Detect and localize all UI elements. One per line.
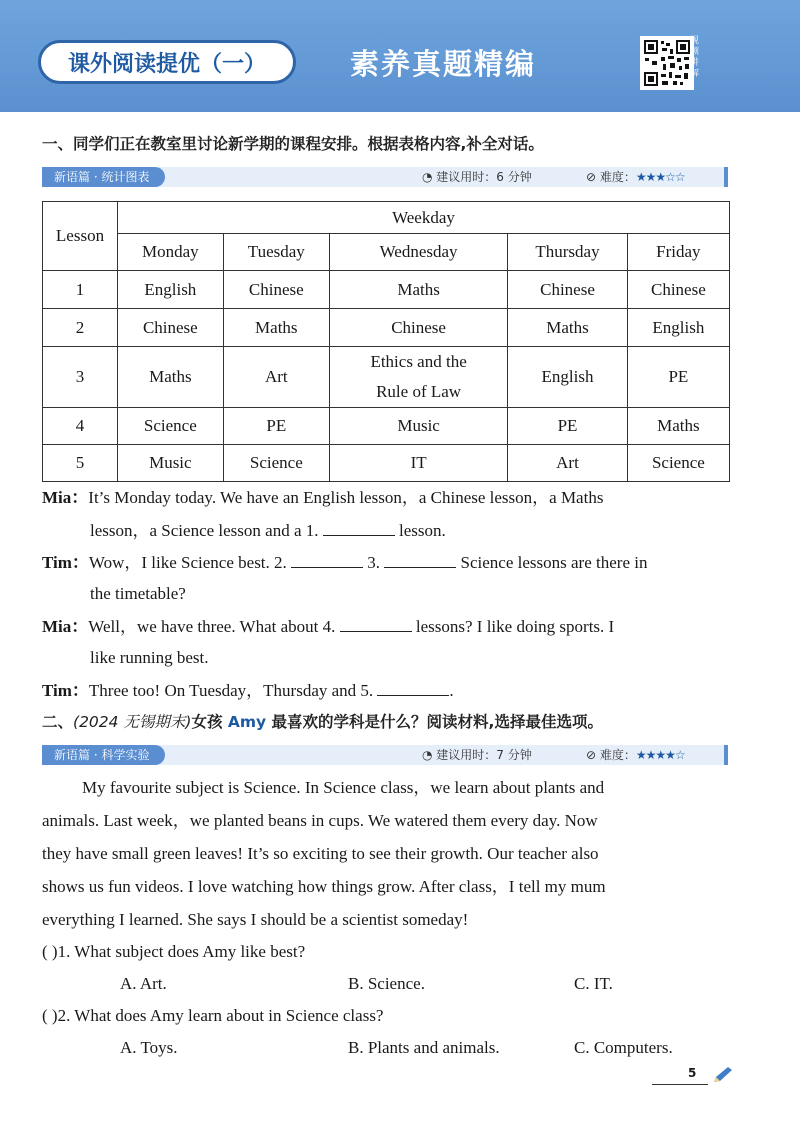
clock-icon: ◔ [422, 170, 437, 184]
dialogue-line [90, 583, 186, 605]
table-cell: Science [118, 408, 224, 445]
table-cell [329, 347, 507, 408]
dialogue-text: 3. [367, 553, 381, 572]
qr-code-icon[interactable] [640, 36, 694, 90]
section2-stars: ★★★★☆ [635, 748, 685, 762]
page-number: 5 [688, 1066, 697, 1080]
weekday-header: Weekday [118, 202, 730, 234]
dialogue-line [42, 679, 454, 702]
table-cell: PE [508, 408, 628, 445]
table-cell: Art [508, 445, 628, 482]
table-cell: Science [627, 445, 729, 482]
timetable [42, 201, 730, 482]
table-row [43, 408, 730, 445]
section1-stars: ★★★☆☆ [635, 170, 685, 184]
dialogue-text: . [449, 681, 454, 700]
table-cell: PE [627, 347, 729, 408]
table-cell: Maths [118, 347, 224, 408]
option-c[interactable]: C. Computers. [574, 1038, 673, 1057]
lesson-number: 1 [43, 271, 118, 309]
section2-difficulty [586, 745, 685, 765]
page-title: 素养真题精编 [350, 47, 537, 81]
table-cell: Chinese [118, 309, 224, 347]
section2-time [422, 745, 532, 765]
section2-difficulty-label: 难度： [599, 748, 636, 762]
info-bar-end [724, 745, 728, 765]
question-text: 1. What subject does Amy like best? [57, 942, 306, 961]
dialogue-line [42, 551, 647, 574]
ethics-line-1: Ethics and the [370, 352, 467, 371]
ethics-line-2: Rule of Law [376, 382, 462, 401]
passage-line: My favourite subject is Science. In Science class，we learn about plants and [82, 778, 605, 797]
table-cell: Music [329, 408, 507, 445]
dialogue-text: lesson，a Science lesson and a 1. [90, 521, 319, 540]
dialogue-text: Wow，I like Science best. 2. [88, 553, 287, 572]
answer-blank-5[interactable] [377, 679, 449, 696]
answer-blank-1[interactable] [323, 519, 395, 536]
table-row [43, 445, 730, 482]
section2-title-c: 女孩 [191, 713, 228, 731]
day-header: Tuesday [223, 234, 329, 271]
section2-time-text: 建议用时：7 分钟 [436, 748, 532, 762]
section1-time [422, 167, 532, 187]
answer-paren[interactable]: ( ) [42, 1006, 58, 1025]
table-row [43, 271, 730, 309]
table-cell: English [118, 271, 224, 309]
table-cell: Maths [627, 408, 729, 445]
answer-blank-3[interactable] [384, 551, 456, 568]
table-cell: Chinese [627, 271, 729, 309]
answer-blank-2[interactable] [291, 551, 363, 568]
table-cell: Science [223, 445, 329, 482]
passage-line: animals. Last week，we planted beans in cups. We watered them every day. Now [42, 811, 598, 830]
clock-icon: ◔ [422, 748, 437, 762]
check-circle-icon: ⊘ [586, 170, 600, 184]
dialogue-text: Science lessons are there in [460, 553, 648, 572]
table-cell: PE [223, 408, 329, 445]
table-cell: Maths [508, 309, 628, 347]
dialogue-text: It’s Monday today. We have an English lesson，a Chinese lesson，a Maths [88, 488, 604, 507]
table-cell: Maths [329, 271, 507, 309]
pencil-icon [712, 1066, 734, 1089]
section2-source: (2024 无锡期末) [73, 713, 192, 731]
option-b[interactable]: B. Plants and animals. [348, 1038, 500, 1057]
speaker-label: Mia： [42, 617, 89, 636]
dialogue-text: lessons? I like doing sports. I [415, 617, 615, 636]
table-cell: Chinese [329, 309, 507, 347]
table-cell: Chinese [508, 271, 628, 309]
section2-title-e: 最喜欢的学科是什么？阅读材料,选择最佳选项。 [266, 713, 603, 731]
table-cell: Art [223, 347, 329, 408]
speaker-label: Mia： [42, 488, 89, 507]
section1-time-text: 建议用时：6 分钟 [436, 170, 532, 184]
lesson-header: Lesson [43, 202, 118, 271]
lesson-number: 3 [43, 347, 118, 408]
day-header: Monday [118, 234, 224, 271]
table-cell: Music [118, 445, 224, 482]
answer-paren[interactable]: ( ) [42, 942, 58, 961]
section2-info-bar [42, 745, 728, 765]
question-2 [42, 1005, 383, 1027]
section1-title: 一、同学们正在教室里讨论新学期的课程安排。根据表格内容,补全对话。 [42, 135, 544, 153]
section1-difficulty-label: 难度： [599, 170, 636, 184]
day-header: Friday [627, 234, 729, 271]
section-pill [38, 40, 296, 84]
table-row [43, 234, 730, 271]
question-text: 2. What does Amy learn about in Science class? [57, 1006, 384, 1025]
info-bar-end [724, 167, 728, 187]
dialogue-text: Three too! On Tuesday，Thursday and 5. [88, 681, 374, 700]
section2-title [42, 710, 603, 732]
section1-difficulty [586, 167, 685, 187]
section1-info-bar [42, 167, 728, 187]
option-a[interactable]: A. Art. [120, 974, 167, 993]
page-number-rule [652, 1084, 708, 1085]
table-cell: English [508, 347, 628, 408]
option-b[interactable]: B. Science. [348, 974, 425, 993]
lesson-number: 4 [43, 408, 118, 445]
option-a[interactable]: A. Toys. [120, 1038, 178, 1057]
dialogue-text: the timetable? [90, 584, 186, 603]
dialogue-line [42, 487, 603, 509]
qr-caption: 视频讲解 [690, 36, 700, 79]
speaker-label: Tim： [42, 553, 89, 572]
section2-title-a: 二、 [42, 713, 74, 731]
passage-line: they have small green leaves! It’s so exciting to see their growth. Our teacher also [42, 844, 599, 863]
table-row [43, 347, 730, 408]
dialogue-line [42, 615, 614, 638]
option-c[interactable]: C. IT. [574, 974, 613, 993]
lesson-number: 5 [43, 445, 118, 482]
question-1 [42, 941, 305, 963]
passage-line: shows us fun videos. I love watching how things grow. After class，I tell my mum [42, 877, 606, 896]
lesson-number: 2 [43, 309, 118, 347]
page-header [0, 0, 800, 112]
section2-amy: Amy [227, 713, 267, 731]
dialogue-text: like running best. [90, 648, 209, 667]
dialogue-line [90, 647, 209, 669]
table-cell: English [627, 309, 729, 347]
section1-tag: 新语篇 · 统计图表 [42, 167, 165, 187]
table-cell: IT [329, 445, 507, 482]
check-circle-icon: ⊘ [586, 748, 600, 762]
section-pill-label: 课外阅读提优（一） [67, 51, 266, 77]
table-row [43, 202, 730, 234]
passage-line: everything I learned. She says I should be a scientist someday! [42, 910, 469, 929]
dialogue-text: Well，we have three. What about 4. [88, 617, 336, 636]
table-row [43, 309, 730, 347]
dialogue-text: lesson. [399, 521, 446, 540]
table-cell: Maths [223, 309, 329, 347]
day-header: Wednesday [329, 234, 507, 271]
answer-blank-4[interactable] [340, 615, 412, 632]
day-header: Thursday [508, 234, 628, 271]
table-cell: Chinese [223, 271, 329, 309]
section2-tag: 新语篇 · 科学实验 [42, 745, 165, 765]
dialogue-line [90, 519, 446, 542]
speaker-label: Tim： [42, 681, 89, 700]
